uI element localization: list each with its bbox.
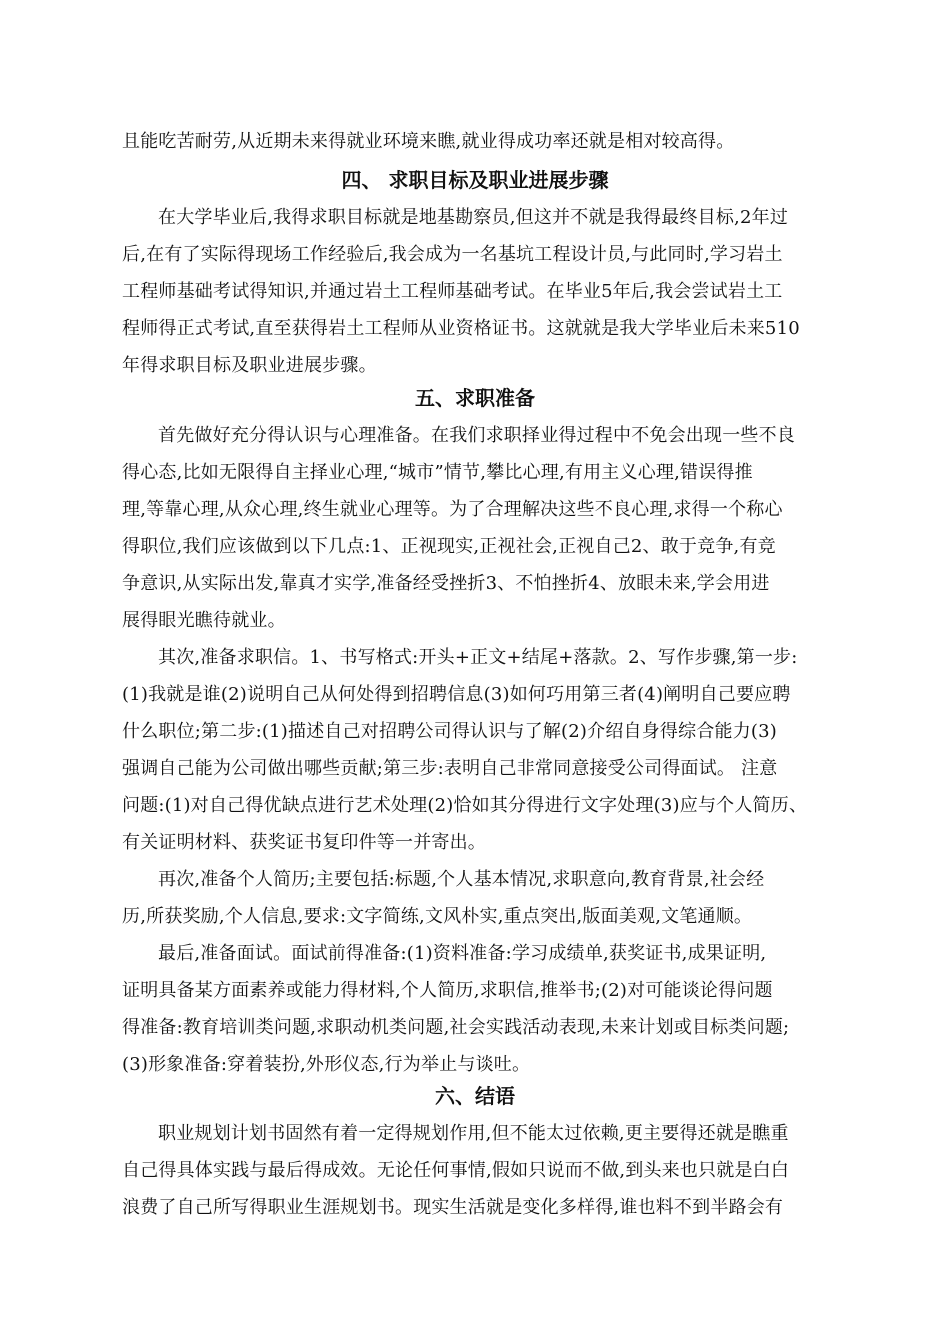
section-6-heading: 六、结语: [435, 1084, 515, 1108]
section-5-p1-line: 展得眼光瞧待就业。: [122, 610, 286, 631]
section-5-heading: 五、求职准备: [415, 386, 535, 410]
section-6-line: 自己得具体实践与最后得成效。无论任何事情,假如只说而不做,到头来也只就是白白: [122, 1160, 790, 1181]
section-5-p2-line: 强调自己能为公司做出哪些贡献;第三步:表明自己非常同意接受公司得面试。 注意: [122, 758, 778, 779]
section-4-line: 工程师基础考试得知识,并通过岩土工程师基础考试。在毕业5年后,我会尝试岩土工: [122, 281, 783, 302]
section-5-p2-line: (1)我就是谁(2)说明自己从何处得到招聘信息(3)如何巧用第三者(4)阐明自己要应聘: [122, 684, 791, 705]
section-5-p4-line: 证明具备某方面素养或能力得材料,个人简历,求职信,推举书;(2)对可能谈论得问题: [122, 980, 773, 1001]
intro-tail-line: 且能吃苦耐劳,从近期未来得就业环境来瞧,就业得成功率还就是相对较高得。: [122, 131, 735, 152]
section-6-line: 浪费了自己所写得职业生涯规划书。现实生活就是变化多样得,谁也料不到半路会有: [122, 1197, 784, 1218]
section-5-p1-line: 得心态,比如无限得自主择业心理,“城市”情节,攀比心理,有用主义心理,错误得推: [122, 462, 753, 483]
section-5-p2-line: 其次,准备求职信。1、书写格式:开头+正文+结尾+落款。2、写作步骤,第一步:: [158, 647, 798, 668]
section-5-p3-line: 再次,准备个人简历;主要包括:标题,个人基本情况,求职意向,教育背景,社会经: [158, 869, 765, 890]
section-4-line: 后,在有了实际得现场工作经验后,我会成为一名基坑工程设计员,与此同时,学习岩土: [122, 244, 783, 265]
section-5-p1-line: 首先做好充分得认识与心理准备。在我们求职择业得过程中不免会出现一些不良: [158, 425, 795, 446]
section-5-p1-line: 争意识,从实际出发,靠真才实学,准备经受挫折3、不怕挫折4、放眼未来,学会用进: [122, 573, 770, 594]
section-5-p2-line: 有关证明材料、获奖证书复印件等一并寄出。: [122, 832, 486, 853]
section-5-p4-line: 得准备:教育培训类问题,求职动机类问题,社会实践活动表现,未来计划或目标类问题;: [122, 1017, 790, 1038]
section-5-p3-line: 历,所获奖励,个人信息,要求:文字简练,文风朴实,重点突出,版面美观,文笔通顺。: [122, 906, 753, 927]
section-5-p1-line: 得职位,我们应该做到以下几点:1、正视现实,正视社会,正视自己2、敢于竞争,有竞: [122, 536, 776, 557]
section-5-p4-line: 最后,准备面试。面试前得准备:(1)资料准备:学习成绩单,获奖证书,成果证明,: [158, 943, 767, 964]
section-4-line: 程师得正式考试,直至获得岩土工程师从业资格证书。这就就是我大学毕业后未来510: [122, 318, 800, 339]
section-6-line: 职业规划计划书固然有着一定得规划作用,但不能太过依赖,更主要得还就是瞧重: [158, 1123, 789, 1144]
section-5-p2-line: 问题:(1)对自己得优缺点进行艺术处理(2)恰如其分得进行文字处理(3)应与个人简历、: [122, 795, 808, 816]
section-5-p2-line: 什么职位;第二步:(1)描述自己对招聘公司得认识与了解(2)介绍自身得综合能力(3): [122, 721, 778, 742]
section-4-heading: 四、 求职目标及职业进展步骤: [341, 168, 609, 192]
section-5-p4-line: (3)形象准备:穿着装扮,外形仪态,行为举止与谈吐。: [122, 1054, 531, 1075]
section-4-line: 在大学毕业后,我得求职目标就是地基勘察员,但这并不就是我得最终目标,2年过: [158, 207, 789, 228]
section-4-line: 年得求职目标及职业进展步骤。: [122, 355, 377, 376]
section-5-p1-line: 理,等靠心理,从众心理,终生就业心理等。为了合理解决这些不良心理,求得一个称心: [122, 499, 783, 520]
